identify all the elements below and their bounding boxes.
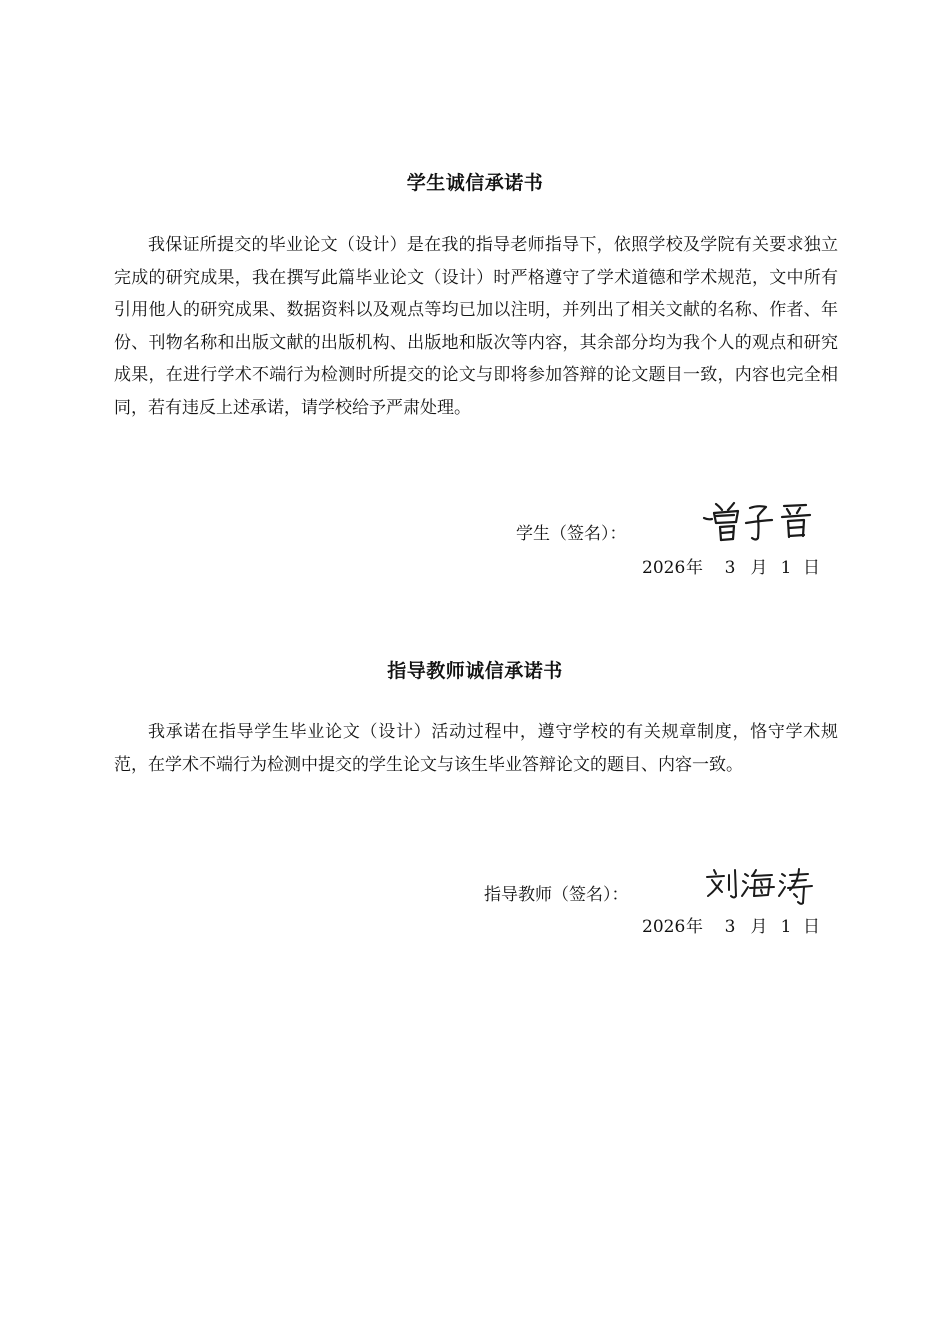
student-handwritten-signature xyxy=(702,498,814,546)
advisor-sign-date xyxy=(642,912,820,937)
date-month-unit: 月 xyxy=(750,917,768,937)
advisor-pledge-title: 指导教师诚信承诺书 xyxy=(387,660,563,682)
date-day-unit: 日 xyxy=(803,558,820,578)
student-pledge-body: 我保证所提交的毕业论文（设计）是在我的指导老师指导下，依照学校及学院有关要求独立完成的研究成果，我在撰写此篇毕业论文（设计）时严格遵守了学术道德和学术规范，文中所有引用他人的研究成果、数据资料以及观点等均已加以注明，并列出了相关文献的名称、作者、年份、刊物名称和出版文献的出版机构、出版地和版次等内容，其余部分均为我个人的观点和研究成果，在进行学术不端行为检测时所提交的论文与即将参加答辩的论文题目一致，内容也完全相同，若有违反上述承诺，请学校给予严肃处理。 xyxy=(114,235,838,418)
date-year: 2026 xyxy=(642,917,686,937)
advisor-handwritten-signature xyxy=(704,866,816,908)
advisor-signature-label: 指导教师（签名）： xyxy=(484,885,629,905)
date-day: 1 xyxy=(780,917,792,937)
student-signature-label: 学生（签名）： xyxy=(516,524,627,544)
date-month: 3 xyxy=(724,558,736,578)
date-day: 1 xyxy=(780,558,792,578)
date-month: 3 xyxy=(724,917,736,937)
student-sign-date xyxy=(642,553,820,578)
advisor-pledge-body: 我承诺在指导学生毕业论文（设计）活动过程中，遵守学校的有关规章制度，恪守学术规范，在学术不端行为检测中提交的学生论文与该生毕业答辩论文的题目、内容一致。 xyxy=(114,722,838,775)
date-day-unit: 日 xyxy=(803,917,820,937)
date-year-unit: 年 xyxy=(686,917,703,937)
student-pledge-title: 学生诚信承诺书 xyxy=(406,172,544,194)
date-year: 2026 xyxy=(642,558,686,578)
date-month-unit: 月 xyxy=(750,558,768,578)
date-year-unit: 年 xyxy=(686,558,703,578)
